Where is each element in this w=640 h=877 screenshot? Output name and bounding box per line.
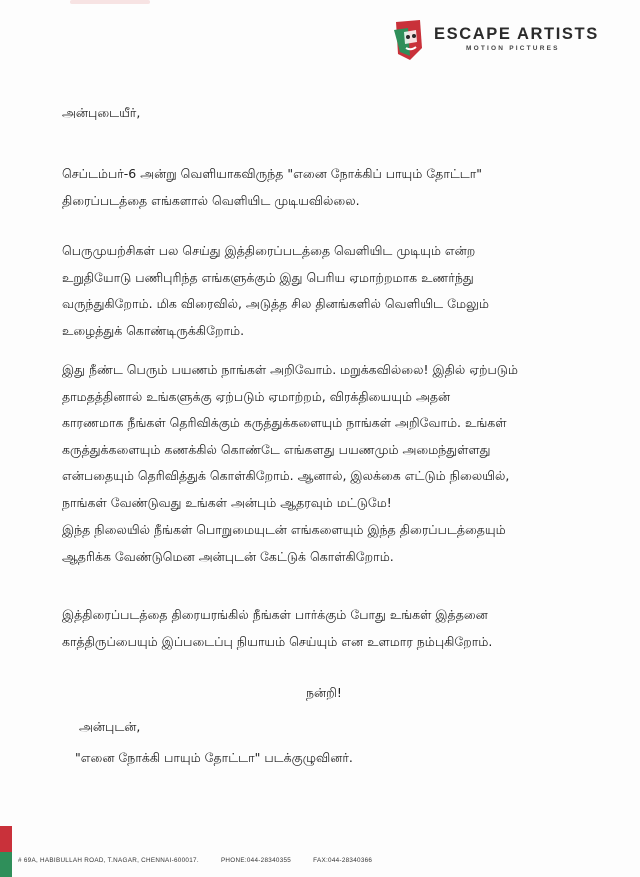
brand-tagline: MOTION PICTURES xyxy=(466,45,560,52)
paragraph-2 xyxy=(62,238,489,344)
paragraph-line: தாமதத்தினால் உங்களுக்கு ஏற்படும் ஏமாற்றம், விரக்தியையும் அதன் xyxy=(62,388,451,404)
paragraph-line: இத்திரைப்படத்தை திரையரங்கில் நீங்கள் பார்க்கும் போது உங்கள் இத்தனை xyxy=(62,607,488,622)
paragraph-4 xyxy=(62,516,506,570)
paragraph-line: இது நீண்ட பெரும் பயணம் நாங்கள் அறிவோம். மறுக்கவில்லை! இதில் ஏற்படும் xyxy=(62,362,518,377)
paragraph-line: காத்திருப்பையும் இப்படைப்பு நியாயம் செய்யும் என உளமார நம்புகிறோம். xyxy=(62,634,493,649)
paragraph-line: பெருமுயற்சிகள் பல செய்து இத்திரைப்படத்தை வெளியிட முடியும் என்ற xyxy=(62,243,476,258)
paragraph-line: காரணமாக நீங்கள் தெரிவிக்கும் கருத்துக்களையும் நாங்கள் அறிவோம். உங்கள் xyxy=(62,415,507,430)
footer-phone: PHONE:044-28340355 xyxy=(220,857,292,864)
footer-fax: FAX:044-28340366 xyxy=(313,857,373,864)
paragraph-line: கருத்துக்களையும் கணக்கில் கொண்டே எங்களது பயணமும் அமைந்துள்ளது xyxy=(62,441,491,457)
paragraph-line: நாங்கள் வேண்டுவது உங்கள் அன்பும் ஆதரவும் மட்டுமே! xyxy=(62,494,392,510)
paragraph-line: உழைத்துக் கொண்டிருக்கிறோம். xyxy=(62,322,245,338)
paragraph-3 xyxy=(62,357,518,516)
footer-contact xyxy=(18,857,392,864)
paragraph-line: வருந்துகிறோம். மிக விரைவில், அடுத்த சில தினங்களில் வெளியிட மேலும் xyxy=(62,296,489,311)
paragraph-line: உறுதியோடு பணிபுரிந்த எங்களுக்கும் இது பெரிய ஏமாற்றமாக உணர்ந்து xyxy=(62,269,474,285)
paragraph-1 xyxy=(62,160,482,214)
paragraph-line: ஆதரிக்க வேண்டுமென அன்புடன் கேட்டுக் கொள்கிறோம். xyxy=(62,549,394,564)
brand-name: ESCAPE ARTISTS xyxy=(434,25,599,43)
paragraph-line: திரைப்படத்தை எங்களால் வெளியிட முடியவில்லை. xyxy=(62,193,360,208)
footer-address: # 69A, HABIBULLAH ROAD, T.NAGAR, CHENNAI-600017. xyxy=(18,857,199,864)
paragraph-line: செப்டம்பர்-6 அன்று வெளியாகவிருந்த "எனை நோக்கிப் பாயும் தோட்டா" xyxy=(62,166,483,181)
mask-emblem-icon xyxy=(390,18,432,62)
signature-line: "எனை நோக்கி பாயும் தோட்டா" படக்குழுவினர். xyxy=(75,750,353,765)
thanks-line: நன்றி! xyxy=(306,685,342,700)
paper-smudge xyxy=(70,0,150,4)
escape-artists-logo xyxy=(390,18,605,66)
closing-line: அன்புடன், xyxy=(79,719,141,734)
salutation: அன்புடையீர், xyxy=(62,105,141,120)
footer-color-bar-icon xyxy=(0,826,12,877)
paragraph-5 xyxy=(62,601,492,655)
paragraph-line: இந்த நிலையில் நீங்கள் பொறுமையுடன் எங்களையும் இந்த திரைப்படத்தையும் xyxy=(62,522,506,537)
paragraph-line: என்பதையும் தெரிவித்துக் கொள்கிறோம். ஆனால், இலக்கை எட்டும் நிலையில், xyxy=(62,468,510,483)
